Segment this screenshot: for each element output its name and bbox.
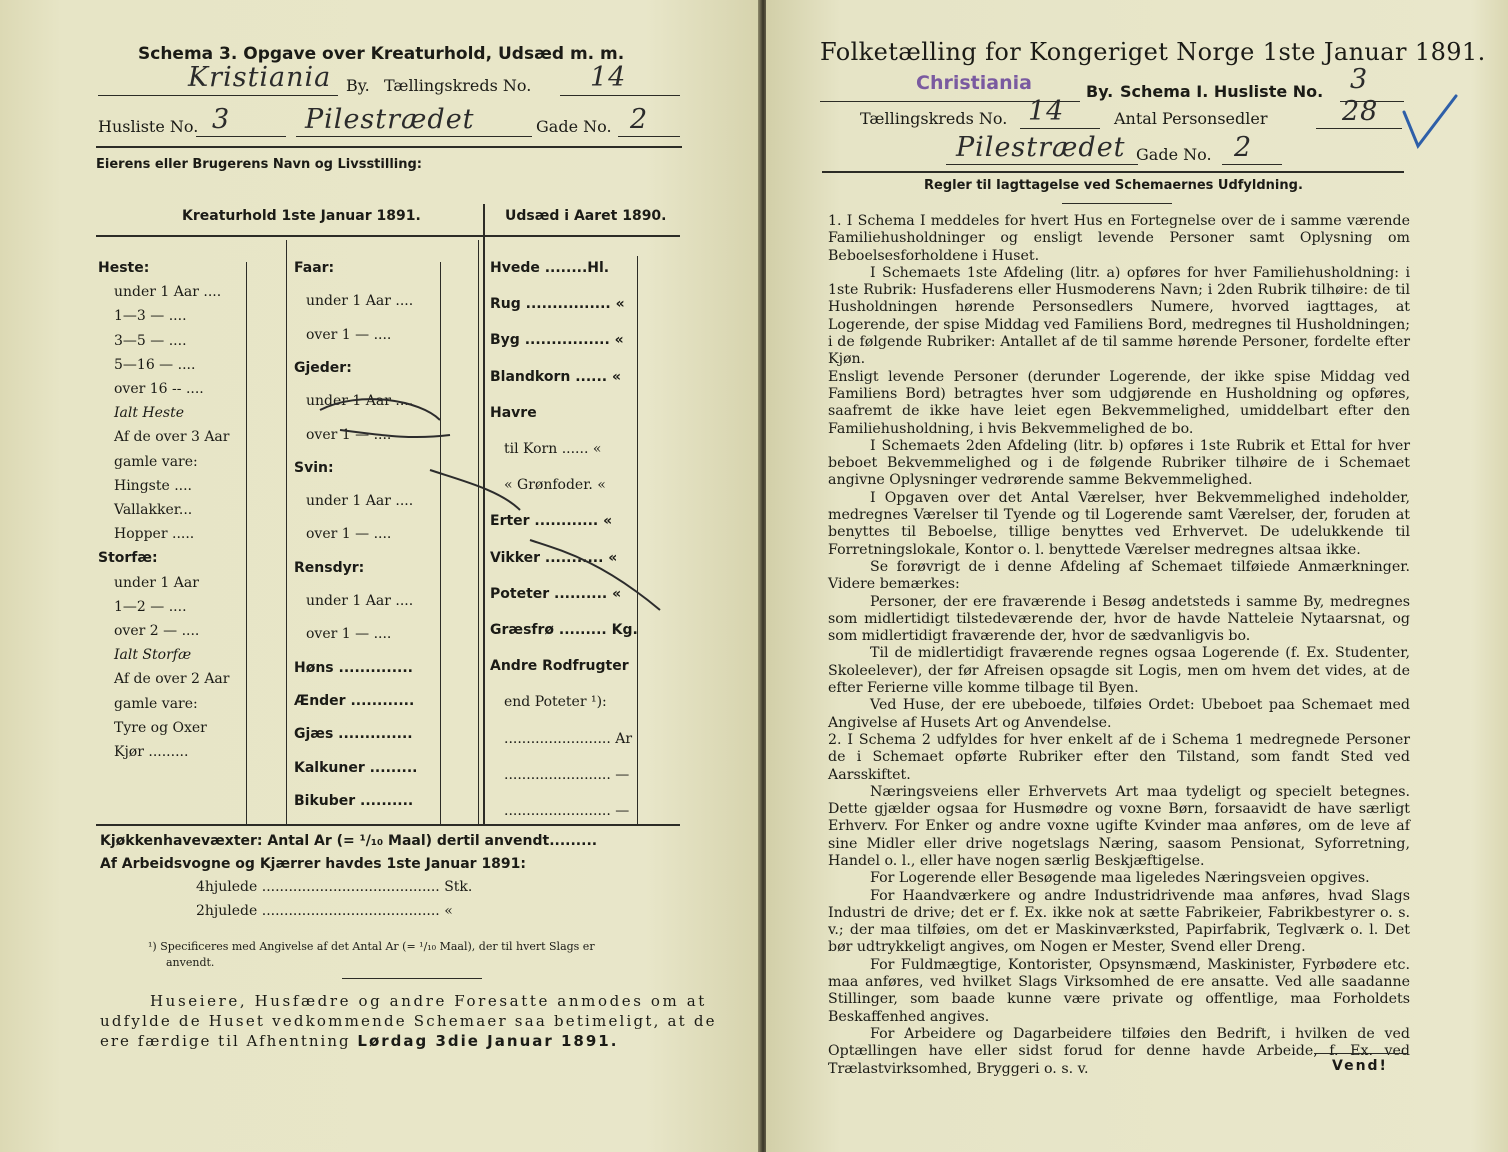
col3-row: Havre	[490, 404, 537, 421]
gade-handwritten-right: 2	[1234, 132, 1253, 163]
col1-row: over 2 — ....	[114, 623, 200, 639]
rule-para-3: Ensligt levende Personer (derunder Logerende, der ikke spise Middag ved Familiens Bord) betragtes hver som udgjørende en Husholdning og opføres, saafremt de ikke have leiet egen Bekvemmelighed, umiddelbart efter den Familiehusholdning, i hvis Bekvemmelighed de bo.	[828, 368, 1410, 437]
schema1-husliste-label: Schema I. Husliste No.	[1120, 82, 1324, 101]
city-stamp: Christiania	[916, 72, 1032, 94]
rule-para-14: For Fuldmægtige, Kontorister, Opsynsmænd, Maskinister, Fyrbødere etc. maa anføres, ved hvilket Slags Virksomhed de ere ansatte. Ved alle saadanne Stillinger, som baade kunne være private og offentlige, maa Forholdets Beskaffenhed angives.	[828, 956, 1410, 1025]
col3-row: ........................ Ar	[504, 730, 633, 747]
udsaed-heading: Udsæd i Aaret 1890.	[505, 208, 667, 224]
col3-row: Byg ................ «	[490, 332, 624, 349]
census-title: Folketælling for Kongeriget Norge 1ste Januar 1891.	[820, 38, 1486, 66]
col1-row: Tyre og Oxer	[114, 719, 207, 736]
gade-label-right: Gade No.	[1136, 145, 1212, 164]
col2-row: under 1 Aar ....	[306, 393, 414, 410]
rules-heading-underline	[1062, 203, 1172, 204]
col1-row: 3—5 — ....	[114, 332, 187, 349]
col1-row: Af de over 3 Aar	[114, 429, 230, 446]
rule-para-11: Næringsveiens eller Erhvervets Art maa tydeligt og specielt betegnes. Dette gjælder ogsaa for Husmødre og voxne Børn, forsaavidt de have særligt Erhverv. For Enker og andre voxne ugifte Kvinder maa anføres, om de leve af sine Midler eller drive nogetslags Næring, saasom Pensionat, Syforretning, Handel o. l., eller have nogen særlig Beskjæftigelse.	[828, 783, 1410, 869]
rules-heading: Regler til Iagttagelse ved Schemaernes Udfyldning.	[924, 178, 1303, 193]
kjokkenhave-line: Kjøkkenhavevæxter: Antal Ar (= ¹/₁₀ Maal) dertil anvendt.........	[100, 833, 598, 849]
col2-row: under 1 Aar ....	[306, 293, 414, 310]
footnote-separator	[342, 978, 482, 979]
owner-label: Eierens eller Brugerens Navn og Livsstilling:	[96, 157, 422, 172]
kreds-handwritten-right: 14	[1028, 96, 1065, 127]
col1-value-right	[286, 240, 287, 826]
footnote-line-1: ¹) Specificeres med Angivelse af det Antal Ar (= ¹/₁₀ Maal), der til hvert Slags er	[148, 940, 595, 953]
rules-body	[828, 213, 1410, 1078]
header-rule	[96, 146, 682, 148]
col1-row: under 1 Aar	[114, 574, 199, 591]
kreds-label: Tællingskreds No.	[384, 76, 532, 95]
col2-row: Ænder ............	[294, 692, 415, 709]
by-label-right: By.	[1086, 82, 1114, 101]
col1-row: gamle vare:	[114, 695, 198, 712]
col1-row: Kjør .........	[114, 744, 189, 760]
gade-line-right	[1222, 164, 1282, 165]
col2-row: Rensdyr:	[294, 559, 365, 576]
blue-check-mark	[1400, 92, 1460, 152]
street-line-right	[946, 164, 1138, 165]
col1-row: Storfæ:	[98, 550, 158, 567]
col3-row: ........................ —	[504, 766, 630, 783]
rule-para-4: I Schemaets 2den Afdeling (litr. b) opføres i 1ste Rubrik et Ettal for hver beboet Bekvemmelighed og i de følgende Rubriker tilhøire de i Schemaet angivne Oplysninger vedrørende samme Bekvemmelighed.	[828, 437, 1410, 489]
right-header-rule	[822, 171, 1404, 173]
antal-label: Antal Personsedler	[1114, 109, 1268, 128]
rule-para-2: I Schemaets 1ste Afdeling (litr. a) opføres for hver Familiehusholdning: i 1ste Rubrik: Husfaderens eller Husmoderens Navn; i 2den Rubrik tilhøire: de til Husholdningen hørende Personsedlers Numere, hvorved iagttages, at Logerende, der spise Middag ved Familiens Bord, medregnes til Husholdningen; i de følgende Rubriker: Antallet af de til samme hørende Personer, fordelte efter Kjøn.	[828, 264, 1410, 368]
firehjulede-line: 4hjulede ........................................ Stk.	[196, 879, 473, 895]
schema3-title: Schema 3. Opgave over Kreaturhold, Udsæd m. m.	[138, 44, 625, 64]
col1-row: 1—2 — ....	[114, 598, 187, 615]
vend-rule	[1314, 1053, 1408, 1054]
husliste-line	[196, 136, 286, 137]
col1-row: under 1 Aar ....	[114, 284, 222, 301]
rule-para-1: 1. I Schema I meddeles for hvert Hus en Fortegnelse over de i samme værende Familiehusholdninger og ensligt levende Personer samt Oplysning om Beboelsesforholdene i Huset.	[828, 213, 1410, 264]
rule-para-9: Ved Huse, der ere ubeboede, tilføies Ordet: Ubeboet paa Schemaet med Angivelse af Husets Art og Anvendelse.	[828, 697, 1410, 731]
col2-row: over 1 — ....	[306, 326, 392, 343]
table-top-rule	[96, 235, 680, 237]
antal-handwritten: 28	[1342, 96, 1379, 127]
rule-para-15: For Arbeidere og Dagarbeidere tilføies den Bedrift, i hvilken de ved Optællingen have eller sidst forud for denne havde Arbeide, f. Ex. ved Trælastvirksomhed, Bryggeri o. s. v.	[828, 1025, 1410, 1077]
rule-para-5: I Opgaven over det Antal Værelser, hver Bekvemmelighed indeholder, medregnes Værelser til Tyende og til Logerende samt Værelser, der, foruden at benyttes til Beboelse, tillige benyttes ved Erhvervet. De udelukkende til Forretningslokale, Kontor o. l. benyttede Værelser medregnes altsaa ikke.	[828, 489, 1410, 558]
husliste-handwritten-right: 3	[1350, 64, 1369, 95]
col3-row: Blandkorn ...... «	[490, 368, 622, 385]
col1-row: Af de over 2 Aar	[114, 671, 230, 688]
city-handwritten: Kristiania	[188, 62, 332, 93]
col2-row: Gjeder:	[294, 359, 352, 376]
col2-row: Gjæs ..............	[294, 726, 413, 743]
col3-row: Erter ............ «	[490, 513, 613, 530]
col2-row: over 1 — ....	[306, 426, 392, 443]
col1-row: 1—3 — ....	[114, 308, 187, 325]
kreds-label-right: Tællingskreds No.	[860, 109, 1008, 128]
col3-row: Andre Rodfrugter	[490, 658, 629, 675]
col1-row: gamle vare:	[114, 453, 198, 470]
arbeidsvogne-line: Af Arbeidsvogne og Kjærrer havdes 1ste Januar 1891:	[100, 856, 527, 872]
kreds-line-right	[1020, 128, 1100, 129]
col3-row: end Poteter ¹):	[504, 694, 607, 711]
tohjulede-line: 2hjulede ........................................ «	[196, 903, 453, 919]
col2-row: Faar:	[294, 260, 335, 276]
col1-row: Ialt Heste	[114, 405, 185, 422]
husliste-label: Husliste No.	[98, 117, 199, 136]
by-label: By.	[346, 76, 370, 95]
col2-row: Kalkuner .........	[294, 759, 418, 776]
kreds-handwritten: 14	[590, 62, 627, 93]
vend-label: Vend!	[1332, 1058, 1388, 1074]
gade-label: Gade No.	[536, 117, 612, 136]
rule-para-13: For Haandværkere og andre Industridrivende maa anføres, hvad Slags Industri de drive; det er f. Ex. ikke nok at sætte Fabrikeier, Fabrikbestyrer o. s. v.; der maa tilføies, om det er Maskinværksted, Papirfabrik, Teglværk o. l. Det bør udtrykkeligt angives, om Nogen er Mester, Svend eller Dreng.	[828, 887, 1410, 956]
closing-line-2: udfylde de Huset vedkommende Schemaer saa betimeligt, at de	[100, 1012, 717, 1030]
rule-para-7: Personer, der ere fraværende i Besøg andetsteds i samme By, medregnes som midlertidigt tilstedeværende der, hvor de havde Natteleie Nytaarsnat, og som midlertidigt fraværende der, hvor de sædvanligvis bo.	[828, 593, 1410, 645]
col3-row: til Korn ...... «	[504, 441, 602, 457]
col3-row: Vikker ........... «	[490, 549, 618, 566]
street-handwritten-right: Pilestrædet	[956, 132, 1126, 163]
col3-row: Græsfrø ......... Kg.	[490, 622, 638, 638]
rule-para-10: 2. I Schema 2 udfyldes for hver enkelt af de i Schema 1 medregnede Personer de i Schemaet opførte Rubriker efter den Tilstand, som fandt Sted ved Aarsskiftet.	[828, 731, 1410, 783]
col3-row: ........................ —	[504, 803, 630, 819]
city-line	[98, 95, 338, 96]
husliste-handwritten: 3	[212, 104, 231, 135]
col1-value-left	[246, 262, 247, 824]
col2-row: Høns ..............	[294, 659, 413, 676]
col2-row: under 1 Aar ....	[306, 593, 414, 609]
col2-row: Bikuber ..........	[294, 792, 414, 809]
rule-para-8: Til de midlertidigt fraværende regnes ogsaa Logerende (f. Ex. Studenter, Skoleelever), der før Afreisen opsagde sit Logis, men om hvem det vides, at de efter Ferierne ville komme tilbage til Byen.	[828, 645, 1410, 697]
street-handwritten: Pilestrædet	[305, 104, 475, 135]
rule-para-6: Se forøvrigt de i denne Afdeling af Schemaet tilføiede Anmærkninger. Videre bemærkes:	[828, 558, 1410, 593]
street-line	[296, 136, 532, 137]
closing-line-3	[100, 1032, 618, 1050]
col2-row: over 1 — ....	[306, 526, 392, 543]
col2-row: Svin:	[294, 459, 334, 476]
col1-row: over 16 -- ....	[114, 381, 204, 397]
col3-row: Hvede ........Hl.	[490, 260, 610, 276]
col3-row: Rug ................ «	[490, 296, 625, 313]
col1-row: 5—16 — ....	[114, 356, 196, 373]
col1-row: Hopper .....	[114, 526, 195, 543]
gade-line	[618, 136, 680, 137]
col3-row: Poteter .......... «	[490, 585, 622, 602]
pencil-scribble	[300, 380, 680, 620]
col2-row: under 1 Aar ....	[306, 493, 414, 510]
col2-row: over 1 — ....	[306, 626, 392, 643]
antal-line	[1316, 128, 1402, 129]
col1-row: Heste:	[98, 260, 150, 276]
footnote-line-2: anvendt.	[166, 956, 215, 969]
gade-handwritten: 2	[630, 104, 649, 135]
table-bottom-rule	[96, 824, 680, 826]
col3-row: « Grønfoder. «	[504, 477, 606, 494]
col1-row: Ialt Storfæ	[114, 647, 192, 664]
kreds-line	[560, 95, 680, 96]
col1-row: Hingste ....	[114, 477, 193, 494]
kreaturhold-heading: Kreaturhold 1ste Januar 1891.	[182, 208, 421, 224]
rule-para-12: For Logerende eller Besøgende maa ligeledes Næringsveien opgives.	[870, 870, 1370, 887]
closing-line-1: Huseiere, Husfædre og andre Foresatte anmodes om at	[150, 992, 707, 1010]
closing-text: ere færdige til Afhentning	[100, 1032, 358, 1050]
closing-date: Lørdag 3die Januar 1891.	[357, 1032, 619, 1050]
right-page-schema-1	[766, 0, 1508, 1152]
col1-row: Vallakker...	[114, 502, 193, 518]
